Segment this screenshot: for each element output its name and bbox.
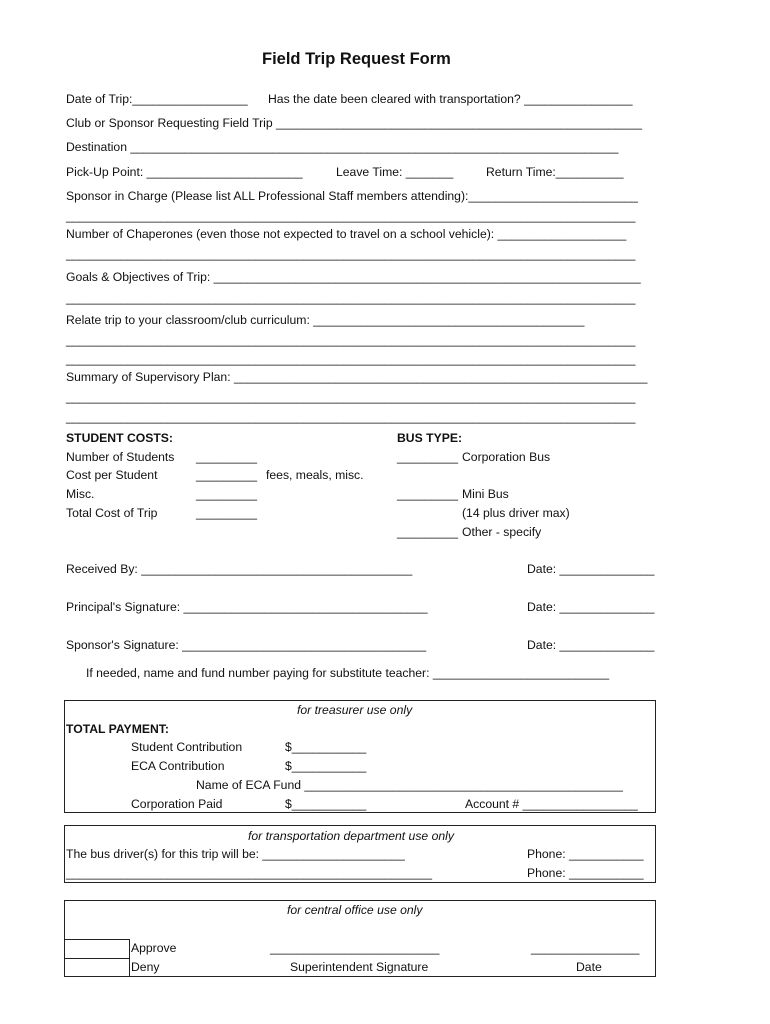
bus-drivers-field[interactable]: The bus driver(s) for this trip will be: _____________________ (66, 847, 405, 861)
leave-time-field[interactable]: Leave Time: _______ (336, 165, 454, 179)
sponsor-signature-field[interactable]: Sponsor's Signature: ____________________________________ (66, 638, 427, 652)
supervisory-plan-continued-1[interactable]: ____________________________________________________________________________________ (66, 390, 636, 404)
number-of-students-label: Number of Students (66, 450, 175, 464)
misc-field[interactable]: _________ (196, 487, 258, 501)
student-contribution-label: Student Contribution (131, 740, 243, 754)
total-cost-field[interactable]: _________ (196, 506, 258, 520)
deny-checkbox[interactable] (64, 958, 130, 977)
eca-fund-name-field[interactable]: Name of ECA Fund _______________________________________________ (196, 778, 623, 792)
sponsor-in-charge-continued[interactable]: ____________________________________________________________________________________ (66, 209, 636, 223)
phone-field-2[interactable]: Phone: ___________ (527, 866, 644, 880)
central-office-date-label: Date (576, 960, 602, 974)
cost-per-student-label: Cost per Student (66, 468, 158, 482)
substitute-teacher-field[interactable]: If needed, name and fund number paying for substitute teacher: __________________________ (86, 666, 610, 680)
other-bus-label: Other - specify (462, 525, 542, 539)
mini-bus-note: (14 plus driver max) (462, 506, 570, 520)
sponsor-date-field[interactable]: Date: ______________ (527, 638, 655, 652)
phone-field-1[interactable]: Phone: ___________ (527, 847, 644, 861)
principal-signature-field[interactable]: Principal's Signature: ____________________________________ (66, 600, 428, 614)
deny-label: Deny (131, 960, 160, 974)
superintendent-signature-label: Superintendent Signature (290, 960, 429, 974)
return-time-field[interactable]: Return Time:__________ (486, 165, 624, 179)
corporation-bus-label: Corporation Bus (462, 450, 551, 464)
transportation-header: for transportation department use only (248, 829, 454, 843)
relate-continued-1[interactable]: ____________________________________________________________________________________ (66, 333, 636, 347)
total-payment-heading: TOTAL PAYMENT: (66, 722, 169, 736)
date-of-trip-field[interactable]: Date of Trip:_________________ (66, 92, 248, 106)
eca-contribution-label: ECA Contribution (131, 759, 225, 773)
eca-contribution-field[interactable]: $___________ (285, 759, 367, 773)
total-cost-label: Total Cost of Trip (66, 506, 158, 520)
student-costs-heading: STUDENT COSTS: (66, 431, 173, 445)
misc-label: Misc. (66, 487, 95, 501)
goals-field[interactable]: Goals & Objectives of Trip: _______________________________________________________________ (66, 270, 641, 284)
page-title: Field Trip Request Form (262, 50, 451, 68)
supervisory-plan-continued-2[interactable]: ____________________________________________________________________________________ (66, 410, 636, 424)
bus-drivers-continued[interactable]: ______________________________________________________ (66, 866, 433, 880)
goals-continued[interactable]: ____________________________________________________________________________________ (66, 291, 636, 305)
relate-curriculum-field[interactable]: Relate trip to your classroom/club curriculum: ________________________________________ (66, 313, 585, 327)
approve-checkbox[interactable] (64, 939, 130, 959)
principal-date-field[interactable]: Date: ______________ (527, 600, 655, 614)
pickup-point-field[interactable]: Pick-Up Point: _______________________ (66, 165, 303, 179)
other-bus-field[interactable]: _________ (397, 525, 459, 539)
superintendent-signature-field[interactable]: _________________________ (270, 941, 440, 955)
treasurer-header: for treasurer use only (297, 703, 413, 717)
sponsor-in-charge-field[interactable]: Sponsor in Charge (Please list ALL Professional Staff members attending):_________________________ (66, 189, 638, 203)
corporation-paid-field[interactable]: $___________ (285, 797, 367, 811)
date-cleared-field[interactable]: Has the date been cleared with transportation? ________________ (268, 92, 633, 106)
supervisory-plan-field[interactable]: Summary of Supervisory Plan: _____________________________________________________________ (66, 370, 648, 384)
fees-note: fees, meals, misc. (266, 468, 364, 482)
cost-per-student-field[interactable]: _________ (196, 468, 258, 482)
received-by-field[interactable]: Received By: ________________________________________ (66, 562, 413, 576)
student-contribution-field[interactable]: $___________ (285, 740, 367, 754)
chaperones-field[interactable]: Number of Chaperones (even those not expected to travel on a school vehicle): ___________________ (66, 227, 627, 241)
received-date-field[interactable]: Date: ______________ (527, 562, 655, 576)
central-office-header: for central office use only (287, 903, 423, 917)
account-number-field[interactable]: Account # _________________ (465, 797, 638, 811)
bus-type-heading: BUS TYPE: (397, 431, 463, 445)
chaperones-continued[interactable]: ____________________________________________________________________________________ (66, 247, 636, 261)
approve-label: Approve (131, 941, 177, 955)
relate-continued-2[interactable]: ____________________________________________________________________________________ (66, 352, 636, 366)
mini-bus-field[interactable]: _________ (397, 487, 459, 501)
mini-bus-label: Mini Bus (462, 487, 509, 501)
central-office-date-field[interactable]: ________________ (531, 941, 640, 955)
destination-field[interactable]: Destination ________________________________________________________________________ (66, 140, 619, 154)
corporation-paid-label: Corporation Paid (131, 797, 223, 811)
club-sponsor-field[interactable]: Club or Sponsor Requesting Field Trip ______________________________________________________ (66, 116, 643, 130)
number-of-students-field[interactable]: _________ (196, 450, 258, 464)
corporation-bus-field[interactable]: _________ (397, 450, 459, 464)
